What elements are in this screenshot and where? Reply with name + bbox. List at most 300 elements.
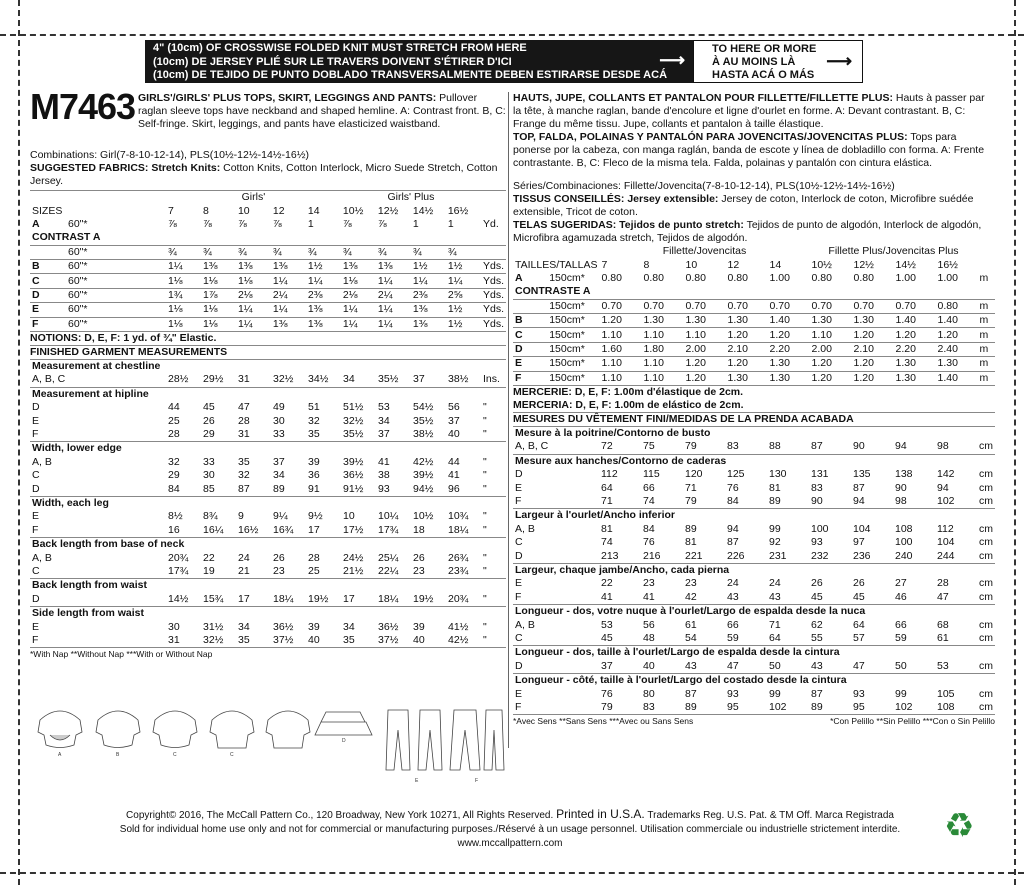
measurement-cell: 15¾ xyxy=(203,592,224,605)
unit: cm xyxy=(979,522,993,535)
measurement-cell: 85 xyxy=(203,482,215,495)
fabrics-text-fr: Jersey de coton, Interlock de coton, Microfibre suédée extensible, Tricot de coton. xyxy=(513,193,974,218)
measurement-cell: 10¼ xyxy=(378,510,399,523)
cut-line-bottom xyxy=(0,872,1024,874)
unit: Yds. xyxy=(482,288,504,301)
yardage-cell: ⅞ xyxy=(272,217,282,230)
view-letter: A, B, C xyxy=(32,373,66,386)
measurement-row xyxy=(30,456,506,469)
yardage-cell: 1⅜ xyxy=(411,317,446,331)
yardage-cell: 1.30 xyxy=(683,313,725,327)
view-letter: C xyxy=(32,469,40,482)
measurement-cell: 88 xyxy=(769,440,781,453)
yardage-cell: 0.70 xyxy=(767,299,809,313)
measurement-cell: 68 xyxy=(937,618,949,631)
measurement-cell: 93 xyxy=(853,687,865,700)
view-letter xyxy=(30,245,66,259)
measurement-cell: 87 xyxy=(238,482,250,495)
measurement-cell: 87 xyxy=(685,687,697,700)
measurement-cell: 9¼ xyxy=(273,510,288,523)
printed-in: Printed in U.S.A. xyxy=(556,807,645,821)
measurement-cell: 39½ xyxy=(343,455,364,468)
yardage-row xyxy=(513,328,995,342)
yardage-cell: 0.80 xyxy=(935,299,977,313)
measurement-cell: 76 xyxy=(601,687,613,700)
measurement-cell: 84 xyxy=(727,495,739,508)
view-letter: F xyxy=(515,495,522,508)
view-letter: F xyxy=(32,633,39,646)
measurement-cell: 112 xyxy=(601,468,618,481)
measurement-cell: 17 xyxy=(238,592,250,605)
yardage-cell: 1.20 xyxy=(725,357,767,371)
measurement-cell: 39 xyxy=(413,620,425,633)
measurement-cell: 100 xyxy=(895,536,913,549)
unit: " xyxy=(483,401,487,414)
measurement-cell: 43 xyxy=(685,659,697,672)
measurement-cell: 94 xyxy=(895,440,907,453)
measurement-row xyxy=(30,620,506,633)
yardage-row xyxy=(513,272,995,285)
yardage-cell: 0.70 xyxy=(851,299,893,313)
cut-line-right xyxy=(1014,0,1016,885)
notions-en: NOTIONS: D, E, F: 1 yd. of ¾" Elastic. xyxy=(30,331,506,345)
measurement-cell: 40 xyxy=(413,633,425,646)
measurement-cell: 28 xyxy=(937,577,949,590)
unit: cm xyxy=(979,659,993,672)
to-here-es: HASTA ACÁ O MÁS xyxy=(712,69,815,81)
measurement-cell: 76 xyxy=(727,481,739,494)
unit: cm xyxy=(979,577,993,590)
yardage-subheading: CONTRAST A xyxy=(32,231,101,244)
unit: Yds. xyxy=(482,274,504,287)
yardage-cell: 1.10 xyxy=(683,328,725,342)
measurement-heading: Longueur - côté, taille à l'ourlet/Largo del costado desde la cintura xyxy=(513,673,995,687)
yardage-cell: 1½ xyxy=(306,259,341,273)
unit: cm xyxy=(979,481,993,494)
measurement-cell: 221 xyxy=(685,549,703,562)
size-header: 14½ xyxy=(412,204,434,217)
measurement-cell: 104 xyxy=(937,536,955,549)
stretch-line-fr: (10cm) DE JERSEY PLIÉ SUR LE TRAVERS DOIVENT S'ÉTIRER D'ICI xyxy=(153,55,512,68)
desc-text-es: Tops para ponerse por la cabeza, con manga raglán, banda de escote y línea de dobladillo con forma. A: Frente contrastante. B, C: Fleco de la misma tela. Falda, polainas y pantalón con cintura elástica. xyxy=(513,131,985,169)
measurement-row xyxy=(30,551,506,564)
usage-notice: Sold for individual home use only and not for commercial or manufacturing purposes./Réservé à un usage personnel. Utilisation commerciale ou industrielle strictement interdite. xyxy=(119,824,901,835)
view-letter: B xyxy=(513,313,547,327)
measurement-cell: 26 xyxy=(203,414,215,427)
measurement-cell: 34 xyxy=(273,469,285,482)
measurement-row xyxy=(30,565,506,579)
yardage-cell: 1⅛ xyxy=(341,274,376,288)
measurement-cell: 35½ xyxy=(413,414,434,427)
measurement-cell: 16 xyxy=(168,523,180,536)
measurement-cell: 21½ xyxy=(343,564,364,577)
measurement-cell: 32 xyxy=(238,469,250,482)
size-header: 12 xyxy=(727,258,740,271)
unit: " xyxy=(483,414,487,427)
footnote-fr: *Avec Sens **Sans Sens ***Avec ou Sans Sens xyxy=(513,716,694,727)
yardage-cell: 1.30 xyxy=(641,313,683,327)
yardage-cell: 1¼ xyxy=(341,317,376,331)
measurement-cell: 56 xyxy=(643,618,655,631)
fabric-width: 150cm* xyxy=(549,271,585,284)
measurement-cell: 24 xyxy=(238,551,250,564)
yardage-cell: 2.20 xyxy=(767,342,809,356)
measurement-cell: 34 xyxy=(343,620,355,633)
view-letter: E xyxy=(515,481,523,494)
measurement-cell: 89 xyxy=(685,522,697,535)
sketch-label-e: E xyxy=(415,778,419,784)
fabric-width: 60"* xyxy=(66,288,166,302)
unit: cm xyxy=(979,631,993,644)
measurement-cell: 29½ xyxy=(203,373,224,386)
measurement-cell: 24 xyxy=(769,577,781,590)
measurement-heading: Longueur - dos, votre nuque à l'ourlet/Largo de espalda desde la nuca xyxy=(513,604,995,618)
measurement-cell: 33 xyxy=(203,455,215,468)
measurement-cell: 93 xyxy=(378,482,390,495)
yardage-row xyxy=(513,342,995,356)
view-letter: C xyxy=(515,536,523,549)
measurement-cell: 131 xyxy=(811,468,829,481)
measurement-cell: 29 xyxy=(203,428,215,441)
yardage-cell: 1½ xyxy=(411,259,446,273)
yardage-subheading: CONTRASTE A xyxy=(515,285,591,298)
view-letter: D xyxy=(32,401,40,414)
measurement-cell: 40 xyxy=(308,633,320,646)
measurement-cell: 53 xyxy=(937,659,949,672)
measurement-cell: 142 xyxy=(937,468,955,481)
yardage-cell: ¾ xyxy=(376,245,411,259)
measurement-cell: 38½ xyxy=(413,428,434,441)
yardage-cell: 2⅜ xyxy=(411,288,446,302)
unit: " xyxy=(483,469,487,482)
measurement-cell: 31½ xyxy=(203,620,224,633)
measurement-cell: 39½ xyxy=(413,469,434,482)
yardage-cell: 1¼ xyxy=(306,274,341,288)
measurement-cell: 28 xyxy=(168,428,180,441)
measurement-cell: 30 xyxy=(273,414,285,427)
view-letter: F xyxy=(513,371,547,385)
measurement-cell: 34 xyxy=(343,373,355,386)
measurement-cell: 72 xyxy=(601,440,613,453)
measurement-cell: 39 xyxy=(308,455,320,468)
measurement-cell: 32½ xyxy=(343,414,364,427)
unit: Yds. xyxy=(482,303,504,316)
yardage-cell: 1¼ xyxy=(271,274,306,288)
yardage-cell: 2.10 xyxy=(725,342,767,356)
measurement-cell: 31 xyxy=(168,633,180,646)
view-letter: A, B xyxy=(515,522,535,535)
view-letter: D xyxy=(515,468,523,481)
measurement-cell: 36½ xyxy=(378,620,399,633)
measurement-cell: 102 xyxy=(895,700,913,713)
stretch-line-es: (10cm) DE TEJIDO DE PUNTO DOBLADO TRANSVERSALMENTE DEBEN ESTIRARSE DESDE ACÁ xyxy=(153,69,668,81)
unit: Ins. xyxy=(483,373,500,386)
measurement-row xyxy=(513,523,995,536)
measurement-cell: 76 xyxy=(643,536,655,549)
measurement-cell: 34 xyxy=(378,414,390,427)
measurement-cell: 16½ xyxy=(238,523,259,536)
measurement-cell: 31 xyxy=(238,428,250,441)
measurement-cell: 14½ xyxy=(168,592,189,605)
measurement-cell: 90 xyxy=(853,440,865,453)
merceria-es: MERCERIA: D, E, F: 1.00m de elástico de 2cm. xyxy=(513,398,744,411)
measurement-cell: 226 xyxy=(727,549,745,562)
yardage-cell: 0.70 xyxy=(893,299,935,313)
measurement-heading: Mesure à la poitrine/Contorno de busto xyxy=(513,426,995,440)
view-letter: E xyxy=(515,577,523,590)
yardage-cell: 1.30 xyxy=(767,371,809,385)
finished-heading-fr: MESURES DU VÊTEMENT FINI/MEDIDAS DE LA PRENDA ACABADA xyxy=(513,412,995,426)
measurement-cell: 43 xyxy=(727,590,739,603)
measurement-cell: 96 xyxy=(448,482,460,495)
yardage-row xyxy=(30,218,506,231)
measurement-cell: 47 xyxy=(727,659,739,672)
unit: m xyxy=(977,357,995,371)
fabric-width: 150cm* xyxy=(547,342,599,356)
measurement-cell: 62 xyxy=(811,618,823,631)
measurement-cell: 41½ xyxy=(448,620,469,633)
unit: " xyxy=(483,455,487,468)
measurement-cell: 95 xyxy=(727,700,739,713)
measurement-cell: 37 xyxy=(601,659,613,672)
yardage-cell: 1¼ xyxy=(446,274,481,288)
sketch-label-c2: C xyxy=(230,752,234,758)
yardage-row xyxy=(30,303,506,317)
measurement-cell: 89 xyxy=(811,700,823,713)
yardage-cell: 1.20 xyxy=(599,313,641,327)
yardage-cell: 1⅛ xyxy=(201,303,236,317)
measurement-cell: 83 xyxy=(811,481,823,494)
measurement-cell: 23 xyxy=(685,577,697,590)
yardage-cell: 1.20 xyxy=(851,371,893,385)
measurement-row xyxy=(513,468,995,481)
measurement-heading: Mesure aux hanches/Contorno de caderas xyxy=(513,454,995,468)
yardage-row xyxy=(513,357,995,371)
fabric-width: 60"* xyxy=(66,303,166,317)
yardage-cell: ⅞ xyxy=(377,217,387,230)
measurements-table-en xyxy=(30,359,506,647)
unit: " xyxy=(483,510,487,523)
yardage-cell: 0.80 xyxy=(811,271,832,284)
yardage-cell: 0.80 xyxy=(853,271,874,284)
measurement-cell: 26 xyxy=(811,577,823,590)
description-fr xyxy=(513,92,995,131)
measurement-cell: 41 xyxy=(448,469,460,482)
measurement-cell: 125 xyxy=(727,468,745,481)
view-letter: F xyxy=(30,317,66,331)
measurement-cell: 17¾ xyxy=(168,564,189,577)
measurement-cell: 38 xyxy=(378,469,390,482)
measurement-cell: 35 xyxy=(238,633,250,646)
fabric-width: 150cm* xyxy=(547,328,599,342)
unit: " xyxy=(483,523,487,536)
measurement-cell: 25 xyxy=(168,414,180,427)
stretch-line-en: 4" (10cm) OF CROSSWISE FOLDED KNIT MUST STRETCH FROM HERE xyxy=(153,42,527,54)
view-letter: F xyxy=(515,590,522,603)
fabric-width: 150cm* xyxy=(547,371,599,385)
measurement-cell: 79 xyxy=(685,440,697,453)
yardage-cell: ¾ xyxy=(306,245,341,259)
yardage-cell: 1 xyxy=(412,217,419,230)
fabric-width: 60"* xyxy=(66,259,166,273)
yardage-cell: 1¼ xyxy=(236,317,271,331)
measurement-cell: 45 xyxy=(601,631,613,644)
yardage-cell: 1.30 xyxy=(851,313,893,327)
yardage-cell: 0.80 xyxy=(727,271,748,284)
size-header: 8 xyxy=(202,204,209,217)
view-letter: A xyxy=(515,271,523,284)
view-letter: D xyxy=(32,592,40,605)
measurement-cell: 34 xyxy=(238,620,250,633)
yardage-cell: 2.40 xyxy=(935,342,977,356)
sketch-top-c3 xyxy=(266,711,310,748)
unit: m xyxy=(977,328,995,342)
group-plus-en: Girls' Plus xyxy=(387,191,435,204)
measurement-cell: 33 xyxy=(273,428,285,441)
measurement-cell: 23 xyxy=(643,577,655,590)
measurement-cell: 99 xyxy=(769,687,781,700)
measurement-cell: 45 xyxy=(811,590,823,603)
yardage-cell: 1.20 xyxy=(683,371,725,385)
unit: " xyxy=(483,564,487,577)
yardage-cell: 1.10 xyxy=(641,371,683,385)
measurement-cell: 47 xyxy=(853,659,865,672)
fabrics-label-fr: TISSUS CONSEILLÉS: Jersey extensible: xyxy=(513,193,719,205)
measurement-cell: 25¼ xyxy=(378,551,399,564)
measurement-cell: 71 xyxy=(769,618,781,631)
measurement-cell: 35 xyxy=(308,428,320,441)
measurement-cell: 26¾ xyxy=(448,551,469,564)
measurement-cell: 43 xyxy=(811,659,823,672)
unit: cm xyxy=(979,687,993,700)
title-es: TOP, FALDA, POLAINAS Y PANTALÓN PARA JOVENCITAS/JOVENCITAS PLUS: xyxy=(513,131,908,143)
view-letter: D xyxy=(515,549,523,562)
measurement-row xyxy=(513,440,995,454)
measurement-cell: 42½ xyxy=(448,633,469,646)
combinations-fr: Séries/Combinaciones: Fillette/Jovencita(7-8-10-12-14), PLS(10½-12½-14½-16½) xyxy=(513,180,895,192)
measurement-cell: 31 xyxy=(238,373,250,386)
measurement-cell: 19½ xyxy=(308,592,329,605)
measurement-cell: 37 xyxy=(273,455,285,468)
measurement-row xyxy=(513,687,995,700)
measurement-cell: 108 xyxy=(895,522,913,535)
view-letter: E xyxy=(513,357,547,371)
fabrics-en xyxy=(30,162,506,188)
measurement-cell: 18¼ xyxy=(448,523,469,536)
yardage-cell: 1⅜ xyxy=(376,259,411,273)
arrow-right-icon: ⟶ xyxy=(659,50,685,70)
measurement-cell: 61 xyxy=(685,618,697,631)
yardage-cell: 1.00 xyxy=(769,271,790,284)
view-letter: D xyxy=(30,288,66,302)
yardage-cell: 0.70 xyxy=(683,299,725,313)
fabric-width: 150cm* xyxy=(547,357,599,371)
combinations-en: Combinations: Girl(7-8-10-12-14), PLS(10½-12½-14½-16½) xyxy=(30,149,309,161)
yardage-cell: 0.80 xyxy=(643,271,664,284)
fabric-width: 60"* xyxy=(66,317,166,331)
unit: m xyxy=(977,342,995,356)
fabric-width: 60"* xyxy=(67,217,88,230)
measurement-heading: Back length from base of neck xyxy=(30,537,506,551)
yardage-cell: 1⅛ xyxy=(166,274,201,288)
measurement-cell: 87 xyxy=(811,440,823,453)
measurement-cell: 89 xyxy=(273,482,285,495)
yardage-cell: ¾ xyxy=(236,245,271,259)
yardage-cell: 1.60 xyxy=(599,342,641,356)
view-letter: E xyxy=(515,687,523,700)
measurement-cell: 236 xyxy=(853,549,871,562)
measurement-cell: 17 xyxy=(343,592,355,605)
yardage-cell: 1¼ xyxy=(376,274,411,288)
measurement-cell: 94 xyxy=(853,495,865,508)
yardage-cell: 2⅛ xyxy=(236,288,271,302)
measurement-cell: 17½ xyxy=(343,523,364,536)
measurement-cell: 32½ xyxy=(203,633,224,646)
yardage-cell: 1 xyxy=(447,217,454,230)
measurement-cell: 120 xyxy=(685,468,703,481)
yardage-cell: ¾ xyxy=(201,245,236,259)
unit: " xyxy=(483,633,487,646)
measurement-cell: 74 xyxy=(643,495,655,508)
measurement-cell: 8½ xyxy=(168,510,183,523)
yardage-cell: 1.10 xyxy=(641,328,683,342)
measurement-cell: 102 xyxy=(769,700,787,713)
measurement-cell: 16¼ xyxy=(203,523,224,536)
to-here-en: TO HERE OR MORE xyxy=(712,43,817,55)
measurement-cell: 94½ xyxy=(413,482,434,495)
yardage-row xyxy=(30,259,506,273)
yardage-cell: ⅞ xyxy=(167,217,177,230)
size-header: 10½ xyxy=(342,204,364,217)
measurement-cell: 95 xyxy=(853,700,865,713)
measurement-heading: Side length from waist xyxy=(30,606,506,620)
fabrics-es xyxy=(513,219,995,245)
measurement-heading: Measurement at chestline xyxy=(30,359,506,373)
measurement-cell: 25 xyxy=(308,564,320,577)
view-letter: A, B xyxy=(515,618,535,631)
measurement-cell: 26 xyxy=(853,577,865,590)
measurement-cell: 54½ xyxy=(413,401,434,414)
measurement-row xyxy=(30,469,506,482)
size-header: 14 xyxy=(307,204,320,217)
unit: m xyxy=(977,313,995,327)
view-letter: E xyxy=(32,414,40,427)
measurement-cell: 81 xyxy=(685,536,697,549)
measurement-cell: 81 xyxy=(601,522,613,535)
yardage-cell: 1.20 xyxy=(767,328,809,342)
yardage-table-en xyxy=(30,191,506,331)
measurement-heading: Width, each leg xyxy=(30,496,506,510)
measurement-cell: 216 xyxy=(643,549,661,562)
yardage-table-fr xyxy=(513,245,995,385)
measurement-cell: 20¾ xyxy=(448,592,469,605)
unit: cm xyxy=(979,495,993,508)
unit: cm xyxy=(979,440,993,453)
unit: " xyxy=(483,551,487,564)
measurement-heading: Width, lower edge xyxy=(30,442,506,456)
yardage-cell: 1.30 xyxy=(725,371,767,385)
sketch-label-f: F xyxy=(475,778,479,784)
yardage-cell: ¾ xyxy=(411,245,446,259)
measurement-cell: 9½ xyxy=(308,510,323,523)
measurement-cell: 87 xyxy=(811,687,823,700)
measurement-row xyxy=(513,481,995,494)
measurement-cell: 213 xyxy=(601,549,619,562)
measurement-cell: 81 xyxy=(769,481,781,494)
fabrics-label-en: SUGGESTED FABRICS: Stretch Knits: xyxy=(30,162,221,174)
yardage-cell: 1.30 xyxy=(935,357,977,371)
measurement-cell: 44 xyxy=(168,401,180,414)
